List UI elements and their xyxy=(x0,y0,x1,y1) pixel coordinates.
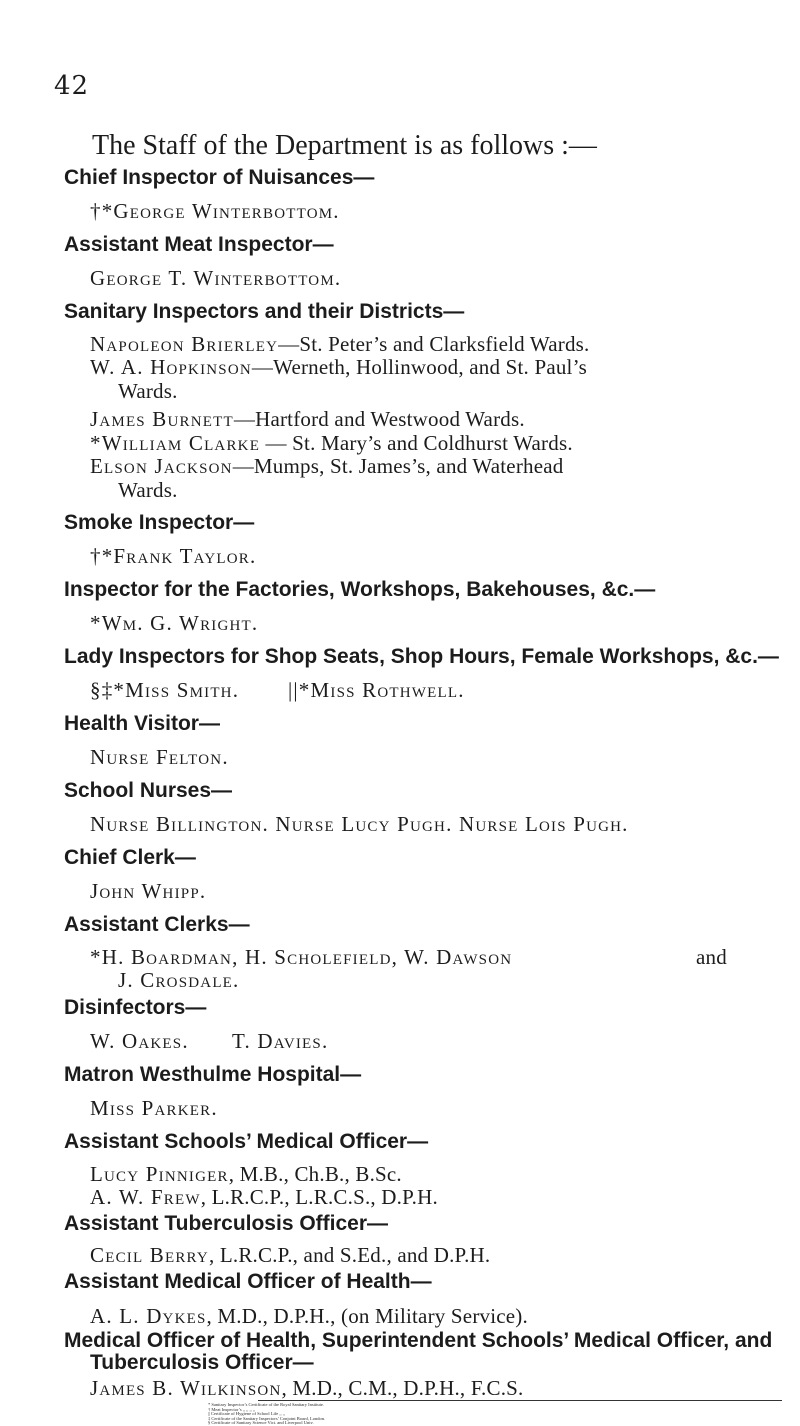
district-text: — St. Mary’s and Coldhurst Wards. xyxy=(260,431,573,455)
heading-school-medical-officer: Assistant Schools’ Medical Officer— xyxy=(64,1130,429,1153)
name-lady-inspector-2: ||*Miss Rothwell. xyxy=(288,678,465,702)
qualifications: , L.R.C.P., L.R.C.S., D.P.H. xyxy=(200,1185,438,1209)
inspector-name: W. A. Hopkinson xyxy=(90,355,252,379)
district-text: Wards. xyxy=(118,478,178,502)
names-assistant-clerks: *H. Boardman, H. Scholefield, W. Dawson xyxy=(90,945,513,969)
sanitary-line-4 xyxy=(90,409,525,430)
footnote-4: ‡ Certificate of the Sanitary Inspectors’ Conjoint Board, London. xyxy=(208,1415,326,1421)
heading-moh-2: Tuberculosis Officer— xyxy=(90,1351,314,1374)
name-chief-clerk: John Whipp. xyxy=(90,879,207,903)
name-matron: Miss Parker. xyxy=(90,1096,218,1120)
heading-matron: Matron Westhulme Hospital— xyxy=(64,1063,362,1086)
name-factories-inspector: *Wm. G. Wright. xyxy=(90,611,259,635)
qualifications: , M.D., D.P.H., (on Military Service). xyxy=(206,1304,528,1328)
heading-lady-inspectors: Lady Inspectors for Shop Seats, Shop Hours, Female Workshops, &c.— xyxy=(64,645,779,668)
sanitary-line-3 xyxy=(118,381,178,402)
name-disinfector-2: T. Davies. xyxy=(232,1029,329,1053)
officer-name: Cecil Berry xyxy=(90,1243,209,1267)
moh-line-1 xyxy=(90,1378,523,1399)
name-disinfector-1: W. Oakes. xyxy=(90,1029,189,1053)
footnote-2: † Meat Inspector’s ,, ,, ,, ,, xyxy=(208,1406,256,1412)
inspector-name: James Burnett xyxy=(90,407,234,431)
district-text: —Hartford and Westwood Wards. xyxy=(233,407,525,431)
assistant-clerks-and: and xyxy=(696,945,727,969)
footnote-3: || Certificate of Hygiene of School Life ,, ,, xyxy=(208,1411,286,1416)
name-chief-inspector: †*George Winterbottom. xyxy=(90,199,340,223)
qualifications: , M.B., Ch.B., B.Sc. xyxy=(228,1162,402,1186)
heading-school-nurses: School Nurses— xyxy=(64,779,233,802)
name-smoke-inspector: †*Frank Taylor. xyxy=(90,544,257,568)
heading-chief-clerk: Chief Clerk— xyxy=(64,846,196,869)
officer-name: James B. Wilkinson xyxy=(90,1376,282,1400)
inspector-name: Elson Jackson xyxy=(90,454,233,478)
names-school-nurses: Nurse Billington. Nurse Lucy Pugh. Nurse Lois Pugh. xyxy=(90,812,629,836)
heading-assistant-clerks: Assistant Clerks— xyxy=(64,913,250,936)
sanitary-line-2 xyxy=(90,357,587,378)
school-medical-line-2 xyxy=(90,1187,438,1208)
heading-sanitary-inspectors: Sanitary Inspectors and their Districts— xyxy=(64,300,465,323)
sanitary-line-5 xyxy=(90,433,573,454)
tuberculosis-line-1 xyxy=(90,1245,490,1266)
footnote-1: * Sanitary Inspector’s Certificate of the Royal Sanitary Institute. xyxy=(208,1402,325,1407)
qualifications: , L.R.C.P., and S.Ed., and D.P.H. xyxy=(208,1243,491,1267)
heading-meat-inspector: Assistant Meat Inspector— xyxy=(64,233,334,256)
footnote-5: § Certificate of Sanitary Science Vict. and Liverpool Univ. xyxy=(208,1420,314,1425)
district-text: —Werneth, Hollinwood, and St. Paul’s xyxy=(251,355,587,379)
page-number: 42 xyxy=(54,71,90,101)
heading-health-visitor: Health Visitor— xyxy=(64,712,220,735)
heading-tuberculosis-officer: Assistant Tuberculosis Officer— xyxy=(64,1212,389,1235)
district-text: —St. Peter’s and Clarksfield Wards. xyxy=(278,332,590,356)
sanitary-line-7 xyxy=(118,480,178,501)
footnote-divider xyxy=(258,1400,782,1401)
names-assistant-clerks-2: J. Crosdale. xyxy=(118,968,240,992)
name-lady-inspector-1: §‡*Miss Smith. xyxy=(90,678,240,702)
district-text: —Mumps, St. James’s, and Waterhead xyxy=(232,454,564,478)
heading-assistant-moh: Assistant Medical Officer of Health— xyxy=(64,1270,432,1293)
inspector-name: *William Clarke xyxy=(90,431,261,455)
heading-disinfectors: Disinfectors— xyxy=(64,996,207,1019)
page-title: The Staff of the Department is as follows :— xyxy=(92,130,597,161)
officer-name: Lucy Pinniger xyxy=(90,1162,229,1186)
name-health-visitor: Nurse Felton. xyxy=(90,745,229,769)
district-text: Wards. xyxy=(118,379,178,403)
heading-factories-inspector: Inspector for the Factories, Workshops, Bakehouses, &c.— xyxy=(64,578,656,601)
inspector-name: Napoleon Brierley xyxy=(90,332,279,356)
name-meat-inspector: George T. Winterbottom. xyxy=(90,266,342,290)
heading-smoke-inspector: Smoke Inspector— xyxy=(64,511,255,534)
heading-chief-inspector: Chief Inspector of Nuisances— xyxy=(64,166,375,189)
sanitary-line-6 xyxy=(90,456,563,477)
school-medical-line-1 xyxy=(90,1164,402,1185)
assistant-moh-line-1 xyxy=(90,1306,528,1327)
officer-name: A. L. Dykes xyxy=(90,1304,207,1328)
sanitary-line-1 xyxy=(90,334,589,355)
officer-name: A. W. Frew xyxy=(90,1185,201,1209)
qualifications: , M.D., C.M., D.P.H., F.C.S. xyxy=(281,1376,524,1400)
heading-moh-1: Medical Officer of Health, Superintendent Schools’ Medical Officer, and xyxy=(64,1329,773,1352)
